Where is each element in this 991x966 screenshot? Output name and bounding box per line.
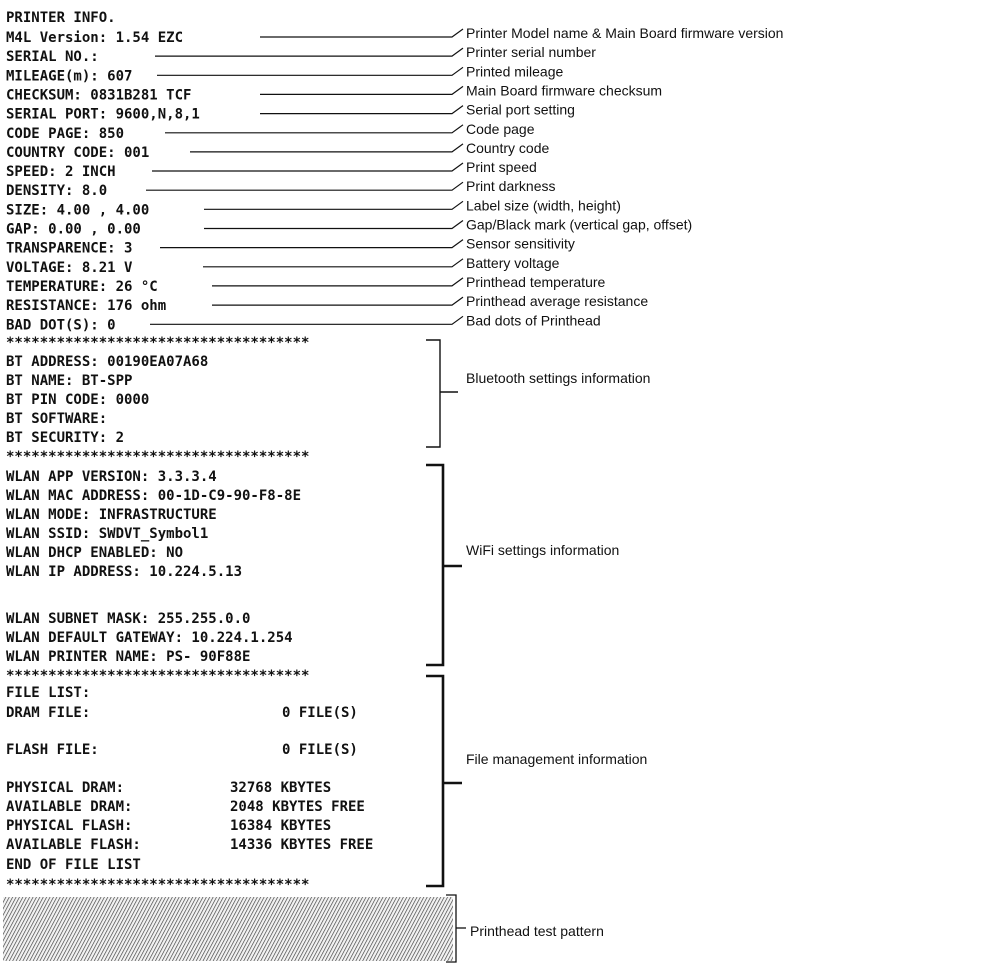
callout-line	[190, 144, 463, 152]
annotation-label: Printer serial number	[466, 44, 596, 61]
annotation-label: Printhead temperature	[466, 273, 606, 290]
info-line: TEMPERATURE: 26 °C	[6, 278, 158, 295]
wifi-group-label: WiFi settings information	[466, 542, 620, 558]
wlan-line: WLAN IP ADDRESS: 10.224.5.13	[6, 564, 243, 580]
info-line: GAP: 0.00 , 0.00	[6, 221, 141, 238]
annotation-label: Printed mileage	[466, 63, 564, 80]
wlan-line: WLAN SSID: SWDVT_Symbol1	[6, 526, 209, 542]
bluetooth-line: BT SECURITY: 2	[6, 430, 125, 446]
files-bracket	[426, 676, 443, 886]
info-line: MILEAGE(m): 607	[6, 68, 133, 85]
annotation-label: Country code	[466, 139, 550, 156]
bluetooth-line: BT NAME: BT-SPP	[6, 373, 133, 389]
wifi-bracket	[426, 465, 443, 665]
callout-line	[204, 201, 463, 209]
bluetooth-line: BT PIN CODE: 0000	[6, 392, 150, 408]
file-row-label: DRAM FILE:	[6, 705, 91, 721]
wlan-line: WLAN SUBNET MASK: 255.255.0.0	[6, 611, 251, 627]
callout-line	[260, 106, 463, 114]
info-line: VOLTAGE: 8.21 V	[6, 259, 133, 276]
bluetooth-group-label: Bluetooth settings information	[466, 370, 651, 386]
annotation-label: Main Board firmware checksum	[466, 82, 663, 99]
file-row-value: 0 FILE(S)	[282, 705, 358, 721]
file-row-value: 16384 KBYTES	[230, 818, 332, 834]
callout-line	[146, 182, 463, 190]
separator-wlan: ************************************	[6, 449, 310, 465]
info-line: DENSITY: 8.0	[6, 183, 108, 200]
bluetooth-lines	[6, 354, 208, 446]
callout-line	[155, 48, 463, 56]
info-line: COUNTRY CODE: 001	[6, 144, 150, 161]
callout-line	[260, 29, 463, 37]
group-labels	[466, 370, 650, 939]
annotation-label: Label size (width, height)	[466, 197, 621, 214]
separator-files: ************************************	[6, 668, 310, 684]
wlan-lines	[6, 469, 301, 665]
info-line: RESISTANCE: 176 ohm	[6, 298, 167, 315]
info-line: CODE PAGE: 850	[6, 125, 125, 142]
callout-line	[160, 240, 463, 248]
callout-line	[260, 86, 463, 94]
annotation-label: Bad dots of Printhead	[466, 312, 601, 329]
file-row-label: AVAILABLE DRAM:	[6, 799, 133, 815]
test-pattern-label: Printhead test pattern	[470, 923, 604, 939]
wlan-line: WLAN MODE: INFRASTRUCTURE	[6, 507, 217, 523]
group-brackets	[426, 340, 466, 962]
file-row-value: 32768 KBYTES	[230, 780, 332, 796]
annotation-label: Printhead average resistance	[466, 293, 649, 310]
callout-line	[152, 163, 463, 171]
file-list-label: FILE LIST:	[6, 685, 91, 701]
callout-lines	[146, 29, 463, 324]
info-line: BAD DOT(S): 0	[6, 317, 116, 334]
bluetooth-bracket	[426, 340, 440, 447]
separator-end: ************************************	[6, 877, 310, 893]
callout-line	[157, 67, 463, 75]
separator-bluetooth: ************************************	[6, 335, 310, 351]
info-line: M4L Version: 1.54 EZC	[6, 30, 184, 46]
printout-header: PRINTER INFO.	[6, 10, 116, 26]
file-list-end: END OF FILE LIST	[6, 857, 141, 873]
files-group-label: File management information	[466, 751, 648, 767]
callout-line	[204, 221, 463, 229]
info-line: SERIAL PORT: 9600,N,8,1	[6, 106, 200, 123]
callout-line	[212, 297, 463, 305]
info-line: SPEED: 2 INCH	[6, 164, 116, 180]
annotation-label: Printer Model name & Main Board firmware version	[466, 25, 784, 41]
file-row-label: PHYSICAL FLASH:	[6, 818, 133, 834]
wlan-line: WLAN APP VERSION: 3.3.3.4	[6, 469, 217, 485]
config-printout	[3, 10, 453, 961]
file-row-label: AVAILABLE FLASH:	[6, 837, 141, 853]
printhead-test-pattern	[3, 897, 453, 961]
callout-line	[203, 259, 463, 267]
file-row-value: 2048 KBYTES FREE	[230, 799, 365, 815]
info-line: TRANSPARENCE: 3	[6, 240, 133, 257]
annotation-label: Print darkness	[466, 178, 556, 195]
file-rows	[6, 705, 373, 853]
annotation-label: Gap/Black mark (vertical gap, offset)	[466, 216, 693, 233]
annotation-label: Print speed	[466, 159, 537, 175]
callout-line	[150, 316, 463, 324]
callout-line	[212, 278, 463, 286]
file-row-value: 14336 KBYTES FREE	[230, 837, 374, 853]
file-row-label: FLASH FILE:	[6, 742, 99, 758]
callout-line	[165, 125, 463, 133]
annotation-label: Serial port setting	[466, 101, 575, 118]
bluetooth-line: BT ADDRESS: 00190EA07A68	[6, 354, 209, 370]
annotation-label: Code page	[466, 120, 535, 137]
wlan-line: WLAN PRINTER NAME: PS- 90F88E	[6, 649, 251, 665]
annotation-labels	[466, 25, 783, 328]
annotation-label: Sensor sensitivity	[466, 235, 575, 252]
info-line: SIZE: 4.00 , 4.00	[6, 202, 150, 219]
info-line: CHECKSUM: 0831B281 TCF	[6, 87, 192, 104]
wlan-line: WLAN MAC ADDRESS: 00-1D-C9-90-F8-8E	[6, 488, 302, 504]
file-row-label: PHYSICAL DRAM:	[6, 780, 125, 796]
wlan-line: WLAN DEFAULT GATEWAY: 10.224.1.254	[6, 630, 293, 646]
annotation-label: Battery voltage	[466, 254, 560, 271]
info-line: SERIAL NO.:	[6, 49, 99, 66]
bluetooth-line: BT SOFTWARE:	[6, 411, 108, 427]
wlan-line: WLAN DHCP ENABLED: NO	[6, 545, 184, 561]
file-row-value: 0 FILE(S)	[282, 742, 358, 758]
